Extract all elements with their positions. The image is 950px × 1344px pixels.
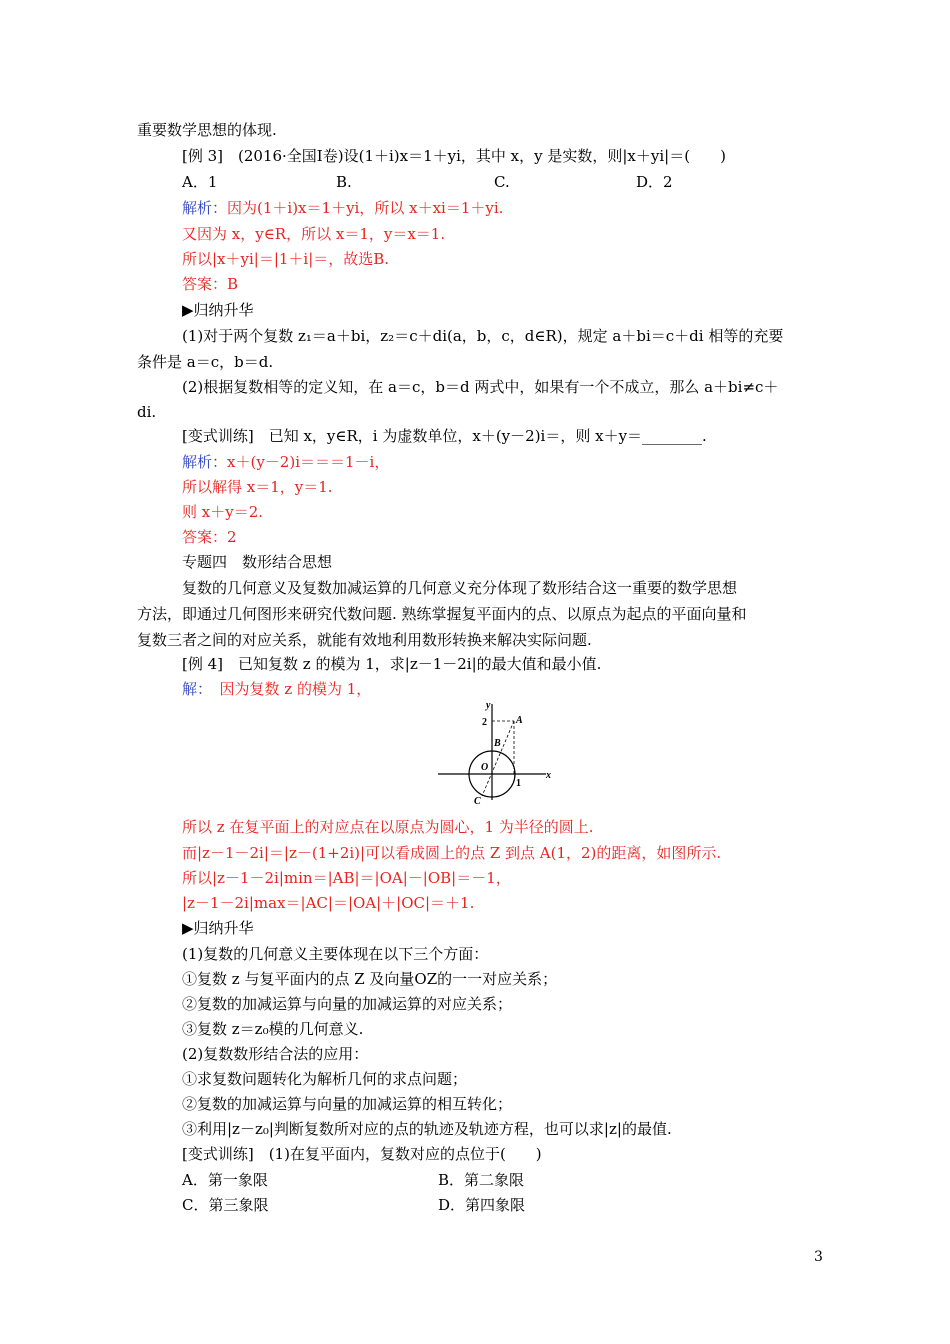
option-b: B．第二象限 (438, 1171, 525, 1189)
solution-line (182, 198, 503, 218)
text-line: (1)对于两个复数 z₁＝a＋bi，z₂＝c＋di(a，b，c，d∈R)，规定 a＋bi＝c＋di 相等的充要 (182, 327, 784, 345)
text-line: 复数三者之间的对应关系，就能有效地利用数形转换来解决实际问题. (137, 631, 592, 649)
option-c: C. (494, 173, 510, 191)
text-line: ①求复数问题转化为解析几何的求点问题； (182, 1070, 468, 1088)
example-4-question: [例 4] 已知复数 z 的模为 1，求|z－1－2i|的最大值和最小值. (182, 655, 602, 673)
example-3-question: [例 3] (2016·全国Ⅰ卷)设(1＋i)x＝1＋yi，其中 x，y 是实数，则|x＋yi|＝( ) (182, 147, 726, 165)
solution-line: 而|z－1－2i|＝|z－(1+2i)|可以看成圆上的点 Z 到点 A(1，2)的距离，如图所示. (182, 844, 722, 862)
solution-line: 所以 z 在复平面上的对应点在以原点为圆心，1 为半径的圆上. (182, 818, 594, 836)
solution-text: x＋(y－2)i＝＝＝1－i， (227, 453, 390, 471)
solution-label: 解析： (182, 453, 228, 471)
text-line: (2)根据复数相等的定义知，在 a＝c，b＝d 两式中，如果有一个不成立，那么 a＋bi≠c＋ (182, 378, 779, 396)
solution-text: 因为复数 z 的模为 1， (219, 680, 372, 698)
exercise-question: [变式训练] (1)在复平面内，复数对应的点位于( ) (182, 1145, 542, 1163)
solution-text: 因为(1＋i)x＝1＋yi，所以 x＋xi＝1＋yi. (227, 199, 504, 217)
point-c-label: C (474, 796, 481, 807)
solution-line: 所以|z－1－2i|min＝|AB|＝|OA|－|OB|＝－1， (182, 869, 511, 887)
solution-line: 所以解得 x＝1，y＝1. (182, 478, 333, 496)
text-line: 重要数学思想的体现. (137, 121, 277, 139)
solution-label: 解析： (182, 199, 228, 217)
text-line: 方法，即通过几何图形来研究代数问题. 熟练掌握复平面内的点、以原点为起点的平面向量和 (137, 605, 747, 623)
option-d: D．第四象限 (438, 1196, 526, 1214)
option-a: A．1 (182, 173, 218, 191)
y-axis-label: y (486, 700, 491, 711)
answer-line: 答案：B (182, 275, 239, 293)
option-b: B. (336, 173, 352, 191)
solution-line: 又因为 x，y∈R，所以 x＝1，y＝x＝1. (182, 225, 446, 243)
text-line: (1)复数的几何意义主要体现在以下三个方面： (182, 945, 489, 963)
solution-line: 所以|x＋yi|＝|1＋i|＝，故选B. (182, 250, 390, 268)
point-b-label: B (494, 738, 501, 749)
summary-heading: ▶归纳升华 (182, 919, 254, 937)
text-line: (2)复数数形结合法的应用： (182, 1045, 369, 1063)
text-line: 条件是 a＝c，b＝d. (137, 353, 274, 371)
solution-line (182, 679, 371, 699)
solution-line (182, 452, 389, 472)
text-line: ③利用|z－z₀|判断复数所对应的点的轨迹及轨迹方程，也可以求|z|的最值. (182, 1120, 672, 1138)
solution-label: 解： (182, 680, 205, 698)
answer-line: 答案：2 (182, 528, 237, 546)
solution-line: |z－1－2i|max＝|AC|＝|OA|＋|OC|＝＋1. (182, 894, 475, 912)
page-number: 3 (814, 1249, 823, 1265)
text-line: ③复数 z＝z₀模的几何意义. (182, 1020, 364, 1038)
text-line: di. (137, 403, 157, 421)
point-a-label: A (516, 715, 523, 726)
tick-2: 2 (482, 717, 487, 728)
exercise-question: [变式训练] 已知 x，y∈R，i 为虚数单位，x＋(y－2)i＝，则 x＋y＝________. (182, 427, 707, 445)
text-line: 复数的几何意义及复数加减运算的几何意义充分体现了数形结合这一重要的数学思想 (182, 579, 738, 597)
option-d: D．2 (636, 173, 673, 191)
text-line: ②复数的加减运算与向量的加减运算的对应关系； (182, 995, 513, 1013)
option-a: A．第一象限 (182, 1171, 268, 1189)
section-heading: 专题四 数形结合思想 (182, 553, 333, 571)
tick-1: 1 (516, 778, 521, 789)
solution-line: 则 x＋y＝2. (182, 503, 264, 521)
x-axis-label: x (546, 770, 551, 781)
text-line: ①复数 z 与复平面内的点 Z 及向量OZ的一一对应关系； (182, 970, 558, 988)
option-c: C．第三象限 (182, 1196, 269, 1214)
summary-heading: ▶归纳升华 (182, 301, 254, 319)
text-line: ②复数的加减运算与向量的加减运算的相互转化； (182, 1095, 513, 1113)
point-o-label: O (481, 762, 489, 773)
complex-plane-figure (436, 698, 556, 810)
